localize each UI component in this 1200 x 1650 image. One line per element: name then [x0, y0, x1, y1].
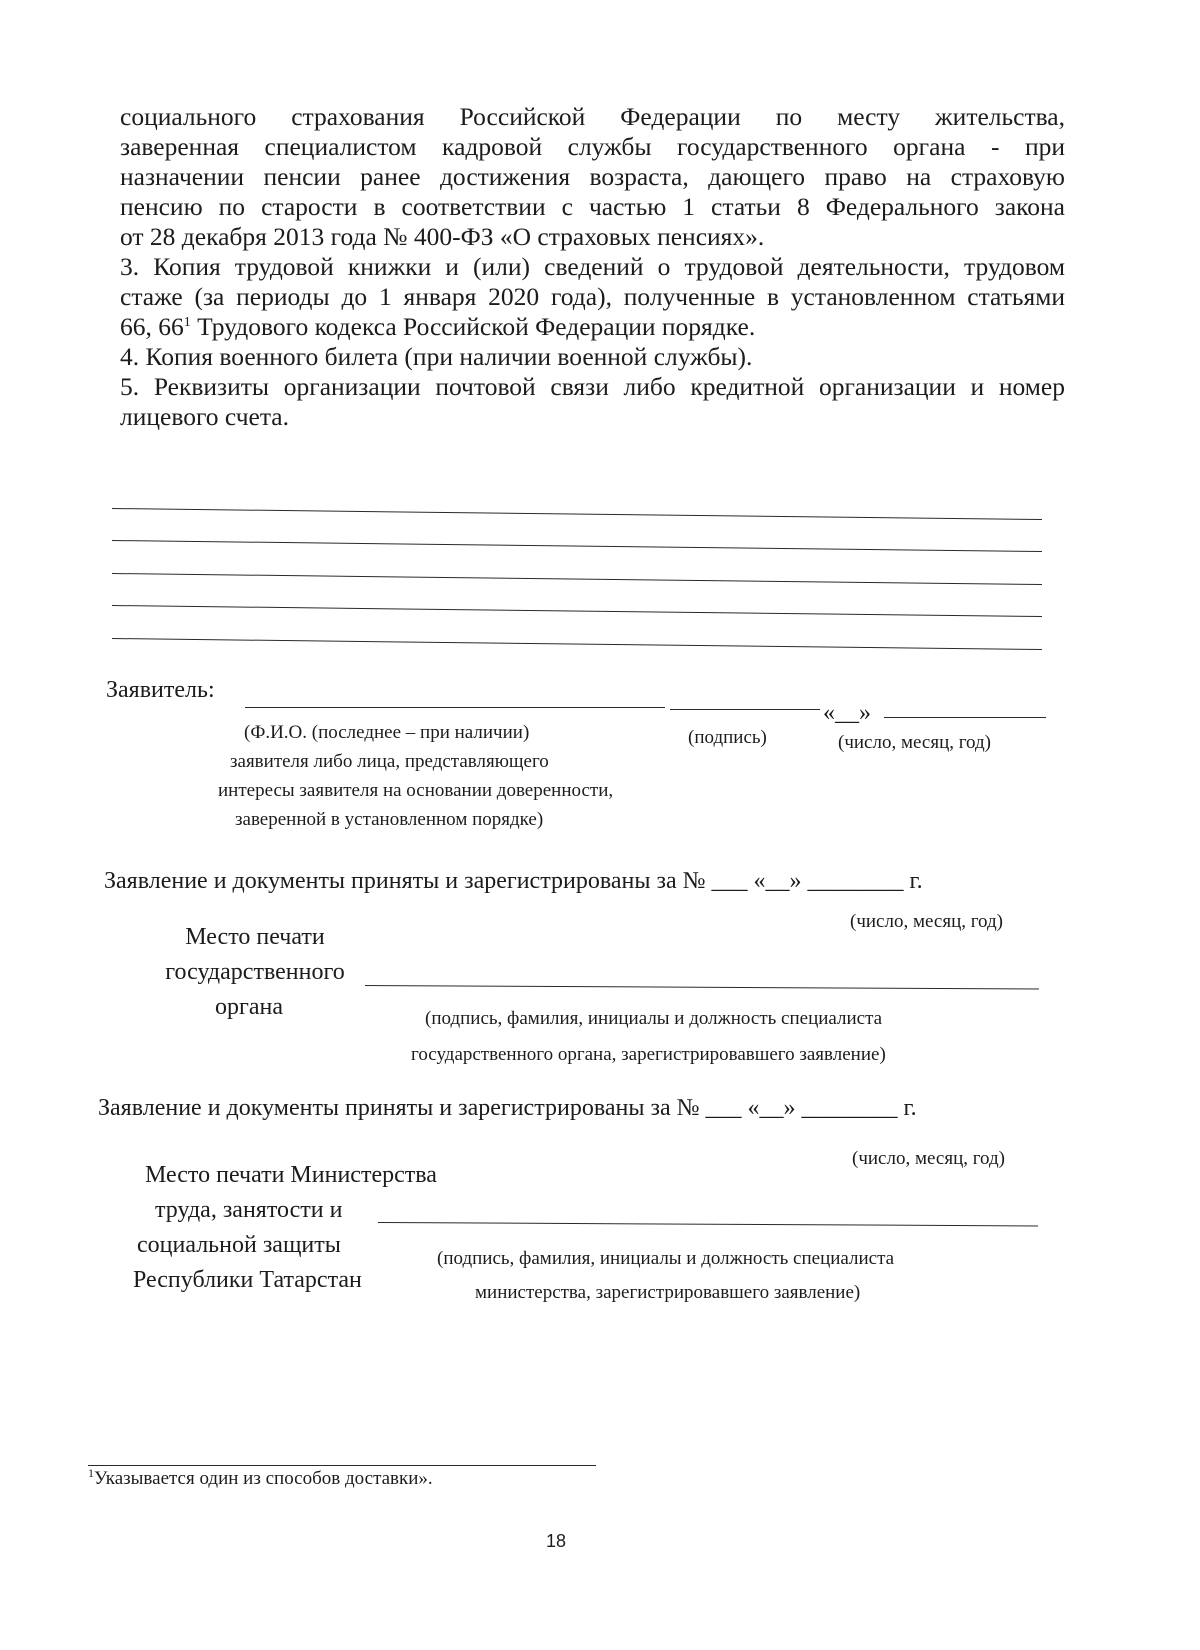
- footnote-superscript: 1: [183, 315, 191, 330]
- applicant-label: Заявитель:: [106, 677, 215, 703]
- footnote-separator: [88, 1465, 596, 1466]
- applicant-date-line[interactable]: [884, 717, 1046, 718]
- date-quote-blank: «__»: [823, 700, 871, 726]
- blank-line[interactable]: [112, 605, 1042, 617]
- specialist-caption: министерства, зарегистрировавшего заявление): [475, 1282, 861, 1303]
- specialist-signature-line[interactable]: [365, 985, 1039, 990]
- footnote: [88, 1468, 433, 1490]
- registration-statement: Заявление и документы приняты и зарегистрированы за № ___ «__» ________ г.: [104, 868, 923, 894]
- fio-caption: заявителя либо лица, представляющего: [230, 751, 549, 772]
- stamp-line: социальной защиты: [137, 1232, 341, 1258]
- stamp-place-label: [133, 1158, 437, 1298]
- paragraph-line: пенсию по старости в соответствии с частью 1 статьи 8 Федерального закона: [120, 192, 1065, 221]
- specialist-caption: (подпись, фамилия, инициалы и должность специалиста: [437, 1248, 895, 1269]
- paragraph-line: стаже (за периоды до 1 января 2020 года), полученные в установленном статьями: [120, 282, 1065, 311]
- date-caption: (число, месяц, год): [852, 1148, 1006, 1169]
- paragraph-fragment: Трудового кодекса Российской Федерации порядке.: [190, 312, 756, 341]
- blank-line[interactable]: [112, 508, 1042, 520]
- blank-line[interactable]: [112, 540, 1042, 552]
- stamp-line: труда, занятости и: [155, 1197, 343, 1223]
- stamp-line: Место печати Министерства: [145, 1162, 437, 1188]
- stamp-place-label: [140, 920, 370, 1025]
- footnote-text: Указывается один из способов доставки».: [94, 1468, 433, 1489]
- fio-caption: (Ф.И.О. (последнее – при наличии): [244, 722, 530, 743]
- page-number: 18: [546, 1531, 567, 1551]
- specialist-caption: государственного органа, зарегистрировавшего заявление): [411, 1044, 886, 1065]
- specialist-signature-line[interactable]: [378, 1222, 1038, 1226]
- signature-caption: (подпись): [688, 727, 767, 748]
- stamp-line: Место печати: [185, 924, 325, 950]
- registration-statement: Заявление и документы приняты и зарегистрированы за № ___ «__» ________ г.: [98, 1095, 917, 1121]
- paragraph-line: 3. Копия трудовой книжки и (или) сведений о трудовой деятельности, трудовом: [120, 252, 1065, 281]
- body-text: [120, 102, 1065, 432]
- date-caption: (число, месяц, год): [850, 911, 1004, 932]
- paragraph-line: от 28 декабря 2013 года № 400-ФЗ «О страховых пенсиях».: [120, 222, 765, 251]
- paragraph-fragment: 66, 66: [120, 312, 184, 341]
- applicant-signature-line[interactable]: [670, 709, 820, 710]
- applicant-fio-line[interactable]: [245, 707, 665, 708]
- date-caption: (число, месяц, год): [838, 732, 992, 753]
- paragraph-line: назначении пенсии ранее достижения возраста, дающего право на страховую: [120, 162, 1065, 191]
- blank-line[interactable]: [112, 638, 1042, 650]
- footnote-marker: 1: [88, 1466, 94, 1480]
- paragraph-line: заверенная специалистом кадровой службы государственного органа - при: [120, 132, 1065, 161]
- specialist-caption: (подпись, фамилия, инициалы и должность специалиста: [425, 1008, 883, 1029]
- stamp-line: органа: [215, 994, 283, 1020]
- paragraph-line: социального страхования Российской Федерации по месту жительства,: [120, 102, 1065, 131]
- blank-line[interactable]: [112, 573, 1042, 585]
- fio-caption: интересы заявителя на основании доверенности,: [218, 780, 614, 801]
- paragraph-line: [120, 312, 1065, 342]
- fio-caption: заверенной в установленном порядке): [235, 809, 544, 830]
- paragraph-line: 4. Копия военного билета (при наличии военной службы).: [120, 342, 753, 371]
- paragraph-line: 5. Реквизиты организации почтовой связи либо кредитной организации и номер: [120, 372, 1065, 401]
- stamp-line: Республики Татарстан: [133, 1267, 362, 1293]
- stamp-line: государственного: [165, 959, 345, 985]
- paragraph-line: лицевого счета.: [120, 402, 289, 431]
